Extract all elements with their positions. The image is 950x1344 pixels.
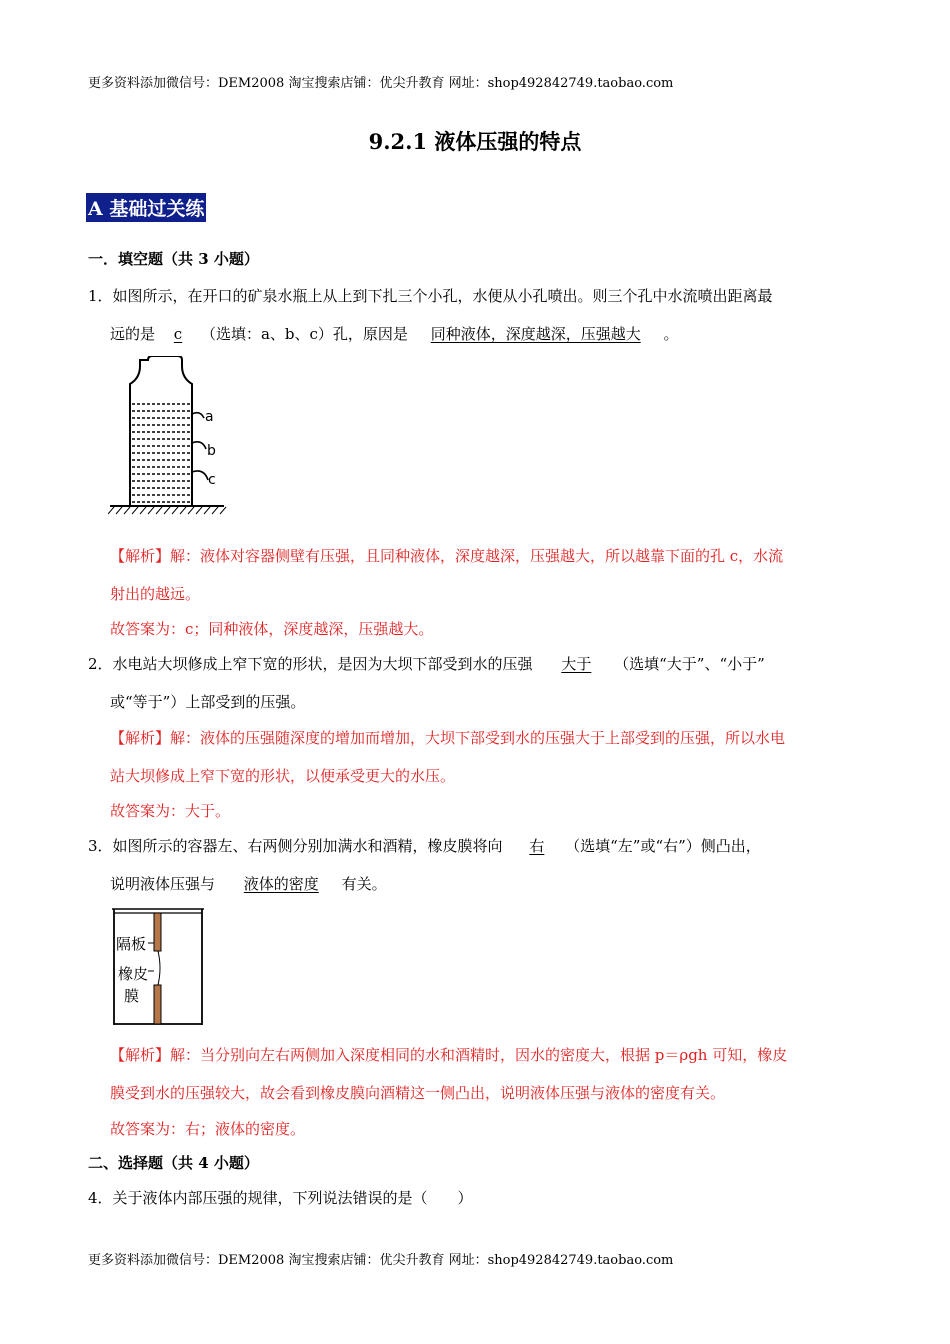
q1-blank2: 同种液体，深度越深，压强越大 [430,325,641,343]
q3-line1 [88,835,761,856]
fig-label-partition: 隔板 [116,935,147,953]
page-footer: 更多资料添加微信号：DEM2008 淘宝搜索店铺：优尖升教育 网址：shop492842749.taobao.com [88,1253,674,1268]
hole-label-c: c [208,472,216,488]
q1-text-c: 。 [663,325,679,343]
q2-analysis-line1: 【解析】解：液体的压强随深度的增加而增加，大坝下部受到水的压强大于上部受到的压强，所以水电 [110,729,786,747]
hole-label-b: b [207,443,216,459]
fig-label-membrane: 膜 [124,987,140,1005]
q3-text-a: 3．如图所示的容器左、右两侧分别加满水和酒精，橡皮膜将向 [88,837,503,855]
q2-line1 [88,653,765,674]
q3-text-d: 有关。 [341,875,387,893]
q3-line2 [110,873,387,894]
q2-answer: 故答案为：大于。 [110,802,231,820]
q1-line2 [110,323,679,344]
q3-answer: 故答案为：右；液体的密度。 [110,1120,306,1138]
hole-label-a: a [205,409,214,425]
q1-text-b: （选填：a、b、c）孔，原因是 [200,325,408,343]
q1-answer: 故答案为：c；同种液体，深度越深，压强越大。 [110,620,434,638]
section-fill-blank: 一．填空题（共 3 小题） [88,250,259,268]
q3-blank1: 右 [529,837,545,855]
bottle-figure [108,356,228,516]
q3-text-b: （选填“左”或“右”）侧凸出， [565,837,761,855]
fig-label-rubber: 橡皮 [118,965,149,983]
q3-analysis-line1: 【解析】解：当分别向左右两侧加入深度相同的水和酒精时，因水的密度大，根据 p＝ρgh 可知，橡皮 [110,1046,788,1064]
q2-line2: 或“等于”）上部受到的压强。 [110,693,306,711]
q1-analysis-line1: 【解析】解：液体对容器侧壁有压强，且同种液体，深度越深，压强越大，所以越靠下面的孔 c，水流 [110,547,784,565]
page-title: 9.2.1 液体压强的特点 [368,129,582,154]
q3-text-c: 说明液体压强与 [110,875,216,893]
section-choice: 二、选择题（共 4 小题） [88,1154,259,1172]
q1-analysis-line2: 射出的越远。 [110,585,201,603]
q2-analysis-line2: 站大坝修成上窄下宽的形状，以便承受更大的水压。 [110,767,456,785]
q1-line1: 1．如图所示，在开口的矿泉水瓶上从上到下扎三个小孔，水便从小孔喷出。则三个孔中水流喷出距离最 [88,287,773,305]
q2-text-a: 2．水电站大坝修成上窄下宽的形状，是因为大坝下部受到水的压强 [88,655,533,673]
q3-blank2: 液体的密度 [243,875,319,893]
page-header: 更多资料添加微信号：DEM2008 淘宝搜索店铺：优尖升教育 网址：shop492842749.taobao.com [88,76,674,91]
q1-blank1: c [173,325,183,343]
q4-line1: 4．关于液体内部压强的规律，下列说法错误的是（ ） [88,1189,473,1207]
q3-analysis-line2: 膜受到水的压强较大，故会看到橡皮膜向酒精这一侧凸出，说明液体压强与液体的密度有关。 [110,1084,726,1102]
container-figure [110,905,210,1029]
q2-text-b: （选填“大于”、“小于” [614,655,765,673]
q1-text-a: 远的是 [110,325,156,343]
q2-blank: 大于 [561,655,592,673]
section-badge: A 基础过关练 [86,193,206,222]
